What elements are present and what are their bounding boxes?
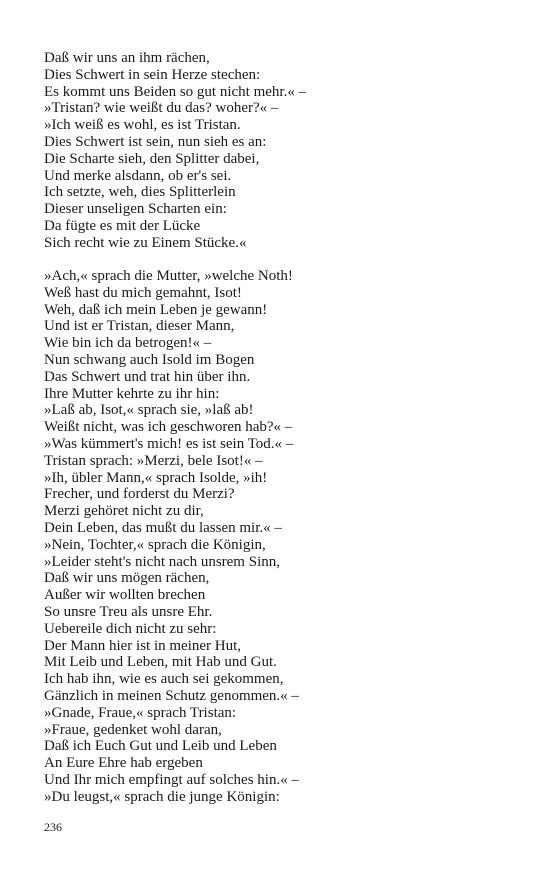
verse-line: Und Ihr mich empfingt auf solches hin.« – <box>44 771 299 788</box>
verse-line: »Fraue, gedenket wohl daran, <box>44 721 222 738</box>
verse-line: Es kommt uns Beiden so gut nicht mehr.« – <box>44 83 307 100</box>
verse-line: Der Mann hier ist in meiner Hut, <box>44 637 242 654</box>
verse-line: Ich hab ihn, wie es auch sei gekommen, <box>44 671 284 688</box>
verse-line: »Leider steht's nicht nach unsrem Sinn, <box>44 553 280 570</box>
verse-line: So unsre Treu als unsre Ehr. <box>44 603 213 620</box>
verse-line: Daß wir uns mögen rächen, <box>44 570 210 587</box>
verse-line: Dies Schwert ist sein, nun sieh es an: <box>44 133 267 150</box>
verse-line: Außer wir wollten brechen <box>44 587 206 604</box>
verse-line: Ich setzte, weh, dies Splitterlein <box>44 184 236 201</box>
verse-line: Ihre Mutter kehrte zu ihr hin: <box>44 385 220 402</box>
verse-line: Das Schwert und trat hin über ihn. <box>44 368 251 385</box>
verse-line: Weißt nicht, was ich geschworen hab?« – <box>44 419 293 436</box>
verse-stanza-1 <box>44 50 514 252</box>
page-number: 236 <box>44 820 62 834</box>
verse-line: Gänzlich in meinen Schutz genommen.« – <box>44 687 299 704</box>
verse-stanza-2 <box>44 268 514 806</box>
verse-line: »Ich weiß es wohl, es ist Tristan. <box>44 117 241 134</box>
verse-line: Und merke alsdann, ob er's sei. <box>44 167 232 184</box>
verse-line: »Tristan? wie weißt du das? woher?« – <box>44 100 279 117</box>
verse-line: »Gnade, Fraue,« sprach Tristan: <box>44 704 237 721</box>
verse-line: »Was kümmert's mich! es ist sein Tod.« – <box>44 435 294 452</box>
verse-line: Weh, daß ich mein Leben je gewann! <box>44 301 268 318</box>
verse-line: Tristan sprach: »Merzi, bele Isot!« – <box>44 452 263 469</box>
verse-line: Da fügte es mit der Lücke <box>44 217 201 234</box>
verse-line: Merzi gehöret nicht zu dir, <box>44 503 204 520</box>
verse-line: Daß ich Euch Gut und Leib und Leben <box>44 738 277 755</box>
verse-line: Und ist er Tristan, dieser Mann, <box>44 318 235 335</box>
verse-line: Uebereile dich nicht zu sehr: <box>44 620 217 637</box>
verse-line: Mit Leib und Leben, mit Hab und Gut. <box>44 654 277 671</box>
verse-line: »Nein, Tochter,« sprach die Königin, <box>44 536 266 553</box>
verse-line: Wie bin ich da betrogen!« – <box>44 335 212 352</box>
verse-line: »Ih, übler Mann,« sprach Isolde, »ih! <box>44 469 268 486</box>
verse-line: An Eure Ehre hab ergeben <box>44 755 203 772</box>
verse-line: »Du leugst,« sprach die junge Königin: <box>44 788 280 805</box>
verse-line: »Laß ab, Isot,« sprach sie, »laß ab! <box>44 402 254 419</box>
verse-line: Sich recht wie zu Einem Stücke.« <box>44 234 247 251</box>
verse-line: Nun schwang auch Isold im Bogen <box>44 351 255 368</box>
verse-line: Dies Schwert in sein Herze stechen: <box>44 66 261 83</box>
verse-line: Dieser unseligen Scharten ein: <box>44 201 227 218</box>
verse-line: Dein Leben, das mußt du lassen mir.« – <box>44 519 282 536</box>
verse-line: Frecher, und forderst du Merzi? <box>44 486 235 503</box>
verse-line: Weß hast du mich gemahnt, Isot! <box>44 284 242 301</box>
verse-line: Daß wir uns an ihm rächen, <box>44 50 210 66</box>
verse-line: »Ach,« sprach die Mutter, »welche Noth! <box>44 268 293 284</box>
verse-line: Die Scharte sieh, den Splitter dabei, <box>44 150 260 167</box>
